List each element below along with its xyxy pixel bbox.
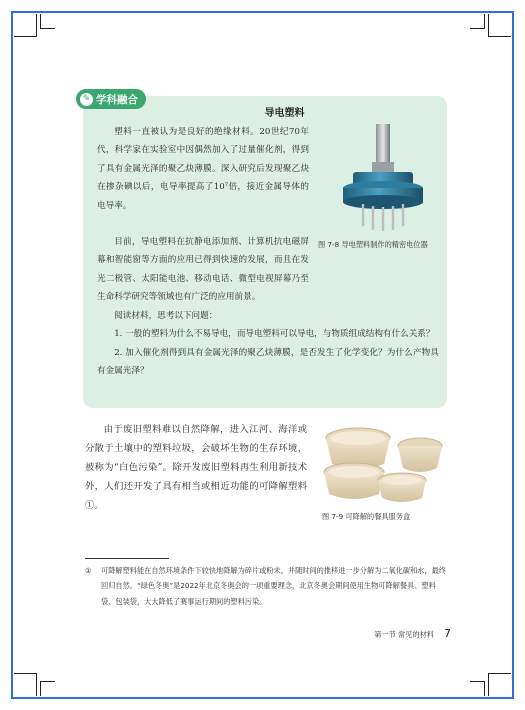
- crop-mark-bottom-left: [14, 673, 37, 696]
- page-footer: [374, 627, 451, 640]
- sidebar-title-row: [0, 104, 525, 119]
- crop-mark-bottom-right-outer: [470, 681, 485, 696]
- sidebar-para2-block: [97, 233, 309, 307]
- sidebar-prompt: 阅读材料，思考以下问题：: [114, 311, 218, 321]
- footer-section: 第一节 常见的材料: [374, 630, 434, 639]
- crop-mark-top-right: [488, 14, 511, 37]
- main-paragraph: 由于废旧塑料难以自然降解，进入江河、海洋或分散于土壤中的塑料垃圾，会破坏生物的生存环境，被称为“白色污染”。除开发废旧塑料再生利用新技术外，人们还开发了具有相当或相近功能的可降解塑料①。: [85, 424, 307, 511]
- figure-7-9-caption: 图 7-9 可降解的餐具服务盒: [322, 512, 411, 521]
- sidebar-para2: 目前，导电塑料在抗静电添加剂、计算机抗电磁屏幕和智能窗等方面的应用已得到快速的发展，而且在发光二极管、太阳能电池、移动电话、微型电视屏幕乃至生命科学研究等领域也有广泛的应用前景。: [97, 237, 309, 303]
- footnote-divider: [85, 558, 169, 559]
- sidebar-questions: [97, 307, 439, 381]
- footnote-mark: ①: [85, 566, 92, 575]
- sidebar-para1-block: [97, 123, 309, 215]
- main-paragraph-block: [85, 420, 307, 515]
- question-1: 1. 一般的塑料为什么不易导电，而导电塑料可以导电，与物质组成结构有什么关系？: [114, 329, 435, 340]
- footnote: [85, 563, 447, 609]
- figure-7-8-caption: 图 7-8 导电塑料制作的精密电位器: [318, 240, 428, 249]
- crop-mark-top-left: [14, 14, 37, 37]
- biodegradable-containers-figure: [318, 416, 450, 508]
- sidebar-para1: 塑料一直被认为是良好的绝缘材料。20世纪70年代，科学家在实验室中因偶然加入了过量催化剂，得到了具有金属光泽的聚乙炔薄膜。深入研究后发现聚乙炔在掺杂碘以后，电导率提高了10⁷倍，接近金属导体的电导率。: [97, 127, 309, 211]
- crop-mark-top-right-outer: [470, 14, 485, 29]
- subject-tag-label: 学科融合: [96, 93, 138, 106]
- potentiometer-figure: [323, 118, 443, 236]
- crop-mark-top-left-outer: [40, 14, 55, 29]
- page-number: 7: [444, 627, 451, 640]
- sidebar-title: 导电塑料: [264, 108, 305, 119]
- footnote-text: 可降解塑料能在自然环境条件下较快地降解为碎片或粉末，并随时间的推移进一步分解为二氧化碳和水，最终回归自然。“绿色冬奥”是2022年北京冬奥会的一项重要理念，北京冬奥会期间使用生物可降解餐具、塑料袋、包装袋，大大降低了赛事运行期间的塑料污染。: [101, 566, 447, 606]
- crop-mark-bottom-right: [488, 673, 511, 696]
- question-2: 2. 加入催化剂得到具有金属光泽的聚乙炔薄膜，是否发生了化学变化？为什么产物具有金属光泽？: [97, 347, 439, 377]
- book-icon: ✎: [80, 93, 93, 106]
- crop-mark-bottom-left-outer: [40, 681, 55, 696]
